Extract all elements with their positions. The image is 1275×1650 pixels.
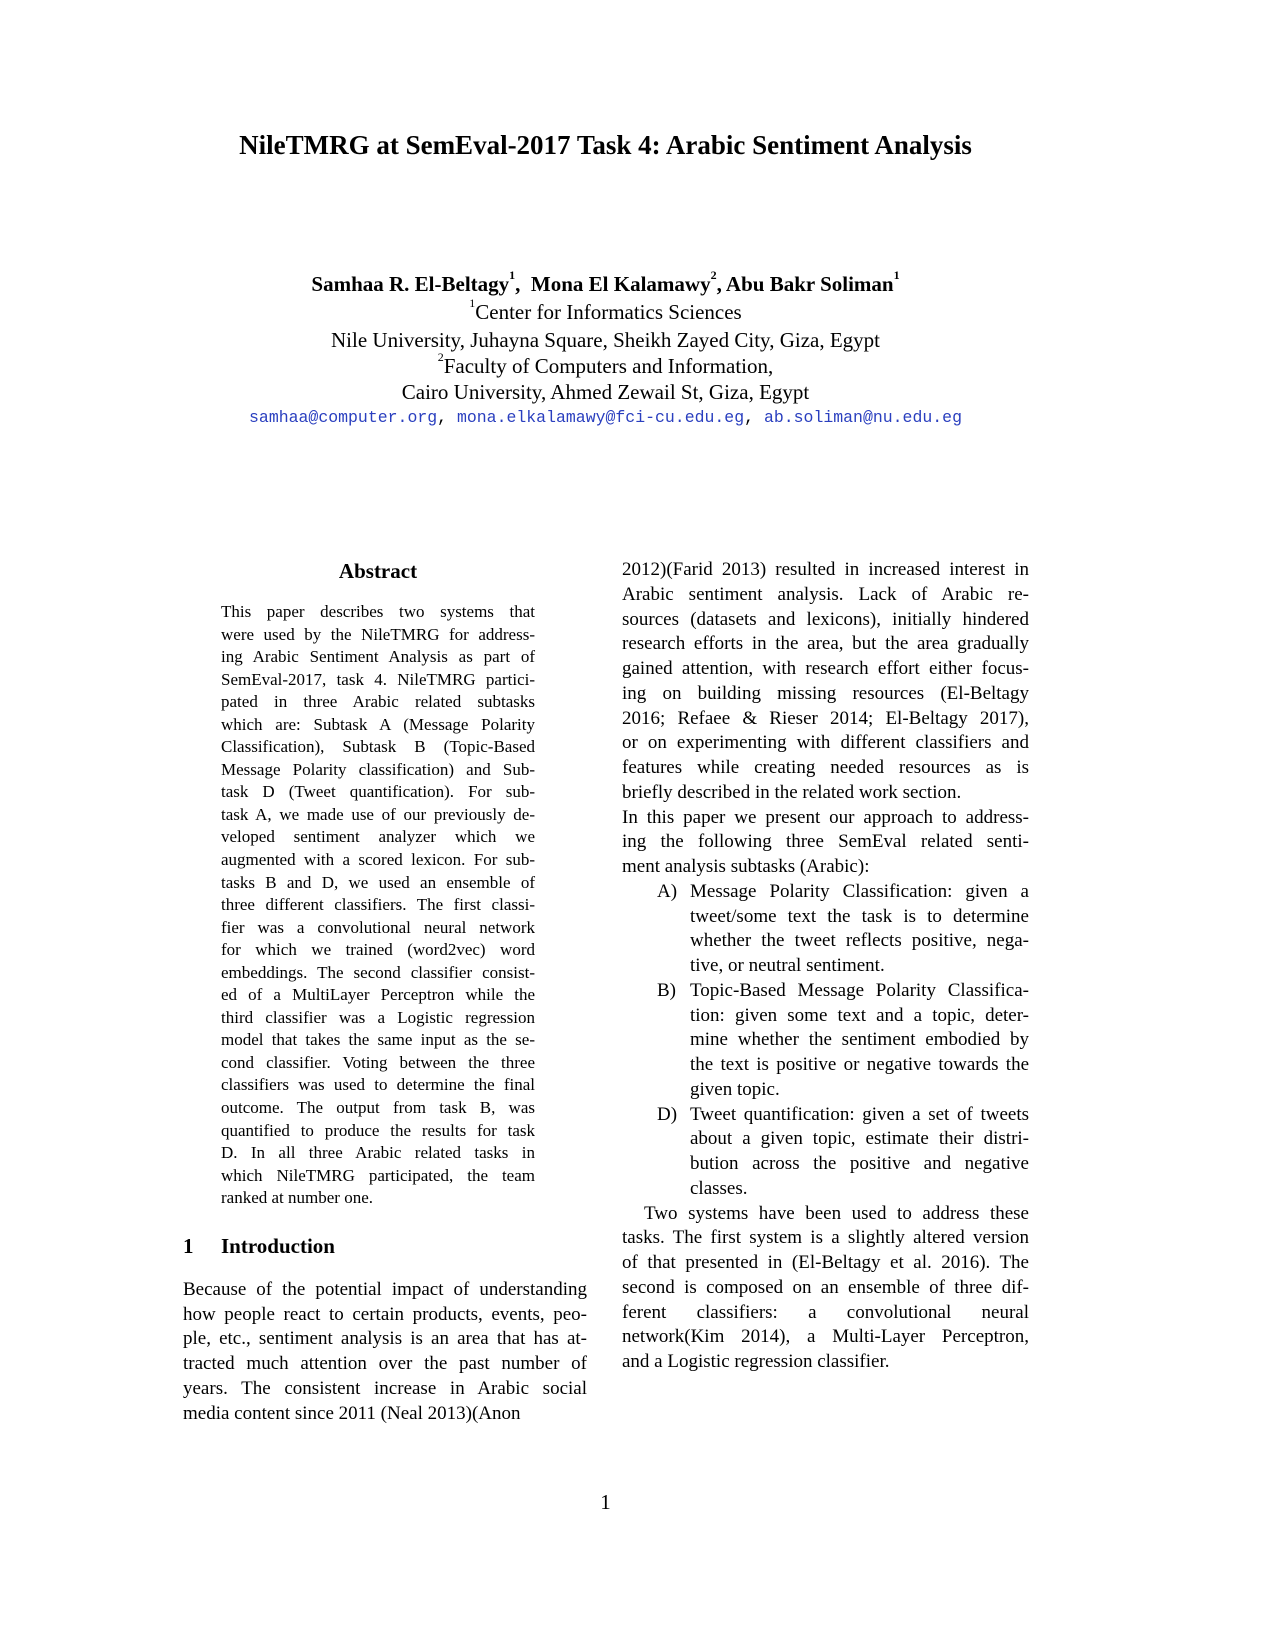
text-line: features while creating needed resources as is [622, 757, 1029, 778]
text-line: gained attention, with research effort either focus- [622, 658, 1029, 679]
affiliation-marker: 2 [437, 350, 444, 364]
text-line: pated in three Arabic related subtasks [221, 692, 535, 712]
text-line: ed of a MultiLayer Perceptron while the [221, 985, 535, 1005]
text-line: task D (Tweet quantification). For sub- [221, 782, 535, 802]
separator: , [744, 408, 764, 427]
email-list [0, 408, 1211, 427]
text-line: outcome. The output from task B, was [221, 1098, 535, 1118]
text-line: and a Logistic regression classifier. [622, 1351, 890, 1372]
paragraph [622, 806, 1029, 880]
text-line: ing the following three SemEval related senti- [622, 831, 1029, 853]
text-line: third classifier was a Logistic regression [221, 1007, 535, 1027]
text-line: mine whether the sentiment embodied by [690, 1029, 1029, 1051]
affiliation-marker: 1 [509, 268, 516, 282]
text-line: 2012)(Farid 2013) resulted in increased interest in [622, 559, 1029, 580]
text-line: Topic-Based Message Polarity Classifica- [690, 979, 1029, 1001]
introduction-left-column [183, 1278, 587, 1426]
section-heading [183, 1234, 335, 1259]
text-line: Arabic sentiment analysis. Lack of Arabic re- [622, 583, 1029, 605]
email-link[interactable]: mona.elkalamawy@fci-cu.edu.eg [456, 408, 745, 427]
subtask-list-item [622, 1103, 1029, 1202]
author-list [0, 268, 1211, 297]
text-line: 2016; Refaee & Rieser 2014; El-Beltagy 2017), [622, 707, 1029, 729]
text-line: classifiers was used to determine the final [221, 1075, 535, 1095]
paragraph [622, 1202, 1029, 1375]
text-line: for which we trained (word2vec) word [221, 940, 535, 960]
text-line: task A, we made use of our previously de- [221, 804, 535, 824]
text-line: which are: Subtask A (Message Polarity [221, 714, 535, 734]
text-line: Tweet quantification: given a set of tweets [690, 1103, 1029, 1125]
text-line: or on experimenting with different classifiers and [622, 732, 1029, 754]
affiliation-line [0, 296, 1211, 325]
text-line: augmented with a scored lexicon. For sub- [221, 850, 535, 870]
text-line: Message Polarity Classification: given a [690, 880, 1029, 902]
right-column [622, 558, 1029, 1375]
text-line: second is composed on an ensemble of three dif- [622, 1276, 1029, 1298]
affiliation-text: Cairo University, Ahmed Zewail St, Giza, Egypt [401, 380, 810, 404]
text-line: classes. [690, 1177, 748, 1199]
text-line: media content since 2011 (Neal 2013)(Anon [183, 1402, 521, 1424]
text-line: about a given topic, estimate their distri- [690, 1128, 1029, 1150]
text-line: Two systems have been used to address these [644, 1202, 1029, 1224]
affiliation-line [0, 350, 1211, 379]
text-line: quantified to produce the results for task [221, 1120, 535, 1140]
text-line: fier was a convolutional neural network [221, 917, 535, 937]
page-number: 1 [600, 1490, 611, 1514]
text-line: which NileTMRG participated, the team [221, 1165, 535, 1185]
affiliation-text: Faculty of Computers and Information, [443, 354, 774, 378]
text-line: tasks B and D, we used an ensemble of [221, 872, 535, 892]
text-line: years. The consistent increase in Arabic social [183, 1377, 587, 1399]
affiliation-line [0, 380, 1211, 405]
email-link[interactable]: ab.soliman@nu.edu.eg [763, 408, 962, 427]
text-line: tive, or neutral sentiment. [690, 955, 885, 976]
text-line: SemEval-2017, task 4. NileTMRG partici- [221, 669, 535, 689]
text-line: ferent classifiers: a convolutional neural [622, 1301, 1029, 1323]
text-line: whether the tweet reflects positive, nega- [690, 930, 1029, 952]
subtask-list-item [622, 979, 1029, 1103]
text-line: ing on building missing resources (El-Beltagy [622, 682, 1029, 704]
text-line: embeddings. The second classifier consist- [221, 962, 535, 982]
paper-title: NileTMRG at SemEval-2017 Task 4: Arabic Sentiment Analysis [239, 130, 972, 160]
affiliation-text: Center for Informatics Sciences [475, 300, 742, 324]
abstract-body [221, 601, 535, 1210]
separator: , [515, 272, 531, 296]
text-line: Because of the potential impact of understanding [183, 1279, 587, 1300]
text-line: were used by the NileTMRG for address- [221, 624, 535, 644]
text-line: three different classifiers. The first classi- [221, 895, 535, 915]
text-line: the text is positive or negative towards the [690, 1054, 1029, 1075]
text-line: D. In all three Arabic related tasks in [221, 1143, 535, 1163]
text-line: given topic. [690, 1078, 780, 1100]
text-line: ment analysis subtasks (Arabic): [622, 856, 870, 877]
affiliation-line [0, 328, 1211, 353]
affiliation-marker: 1 [893, 268, 900, 282]
text-line: Message Polarity classification) and Sub- [221, 759, 535, 779]
subtask-list-item [622, 880, 1029, 979]
text-line: tion: given some text and a topic, deter- [690, 1004, 1029, 1026]
affiliation-marker: 1 [469, 296, 476, 310]
separator: , [716, 272, 726, 296]
text-line: how people react to certain products, events, peo- [183, 1303, 587, 1325]
author-name: Mona El Kalamawy [530, 272, 711, 296]
section-number: 1 [183, 1234, 194, 1258]
text-line: ing Arabic Sentiment Analysis as part of [221, 647, 535, 667]
text-line: model that takes the same input as the se- [221, 1030, 535, 1050]
text-line: sources (datasets and lexicons), initially hindered [622, 608, 1029, 630]
text-line: tweet/some text the task is to determine [690, 905, 1029, 927]
text-line: veloped sentiment analyzer which we [221, 827, 535, 847]
text-line: This paper describes two systems that [221, 602, 535, 621]
text-line: network(Kim 2014), a Multi-Layer Perceptron, [622, 1326, 1029, 1348]
text-line: ranked at number one. [221, 1188, 373, 1208]
list-label: D) [657, 1103, 678, 1125]
text-line: briefly described in the related work section. [622, 781, 962, 803]
separator: , [437, 408, 457, 427]
section-title: Introduction [221, 1234, 335, 1258]
abstract-heading: Abstract [338, 559, 418, 583]
text-line: cond classifier. Voting between the three [221, 1052, 535, 1072]
text-line: In this paper we present our approach to address- [622, 806, 1029, 828]
list-label: B) [657, 979, 676, 1001]
author-name: Samhaa R. El-Beltagy [311, 272, 510, 296]
text-line: tracted much attention over the past number of [183, 1353, 587, 1375]
author-name: Abu Bakr Soliman [725, 272, 894, 296]
list-label: A) [657, 880, 678, 902]
paragraph [622, 558, 1029, 806]
email-link[interactable]: samhaa@computer.org [249, 408, 438, 427]
text-line: Classification), Subtask B (Topic-Based [221, 737, 535, 757]
text-line: ple, etc., sentiment analysis is an area that has at- [183, 1328, 587, 1350]
text-line: tasks. The first system is a slightly altered version [622, 1227, 1029, 1249]
text-line: research efforts in the area, but the area gradually [622, 633, 1029, 655]
affiliation-text: Nile University, Juhayna Square, Sheikh Zayed City, Giza, Egypt [331, 328, 880, 352]
affiliation-marker: 2 [710, 268, 717, 282]
text-line: of that presented in (El-Beltagy et al. 2016). The [622, 1252, 1029, 1273]
text-line: bution across the positive and negative [690, 1153, 1029, 1174]
